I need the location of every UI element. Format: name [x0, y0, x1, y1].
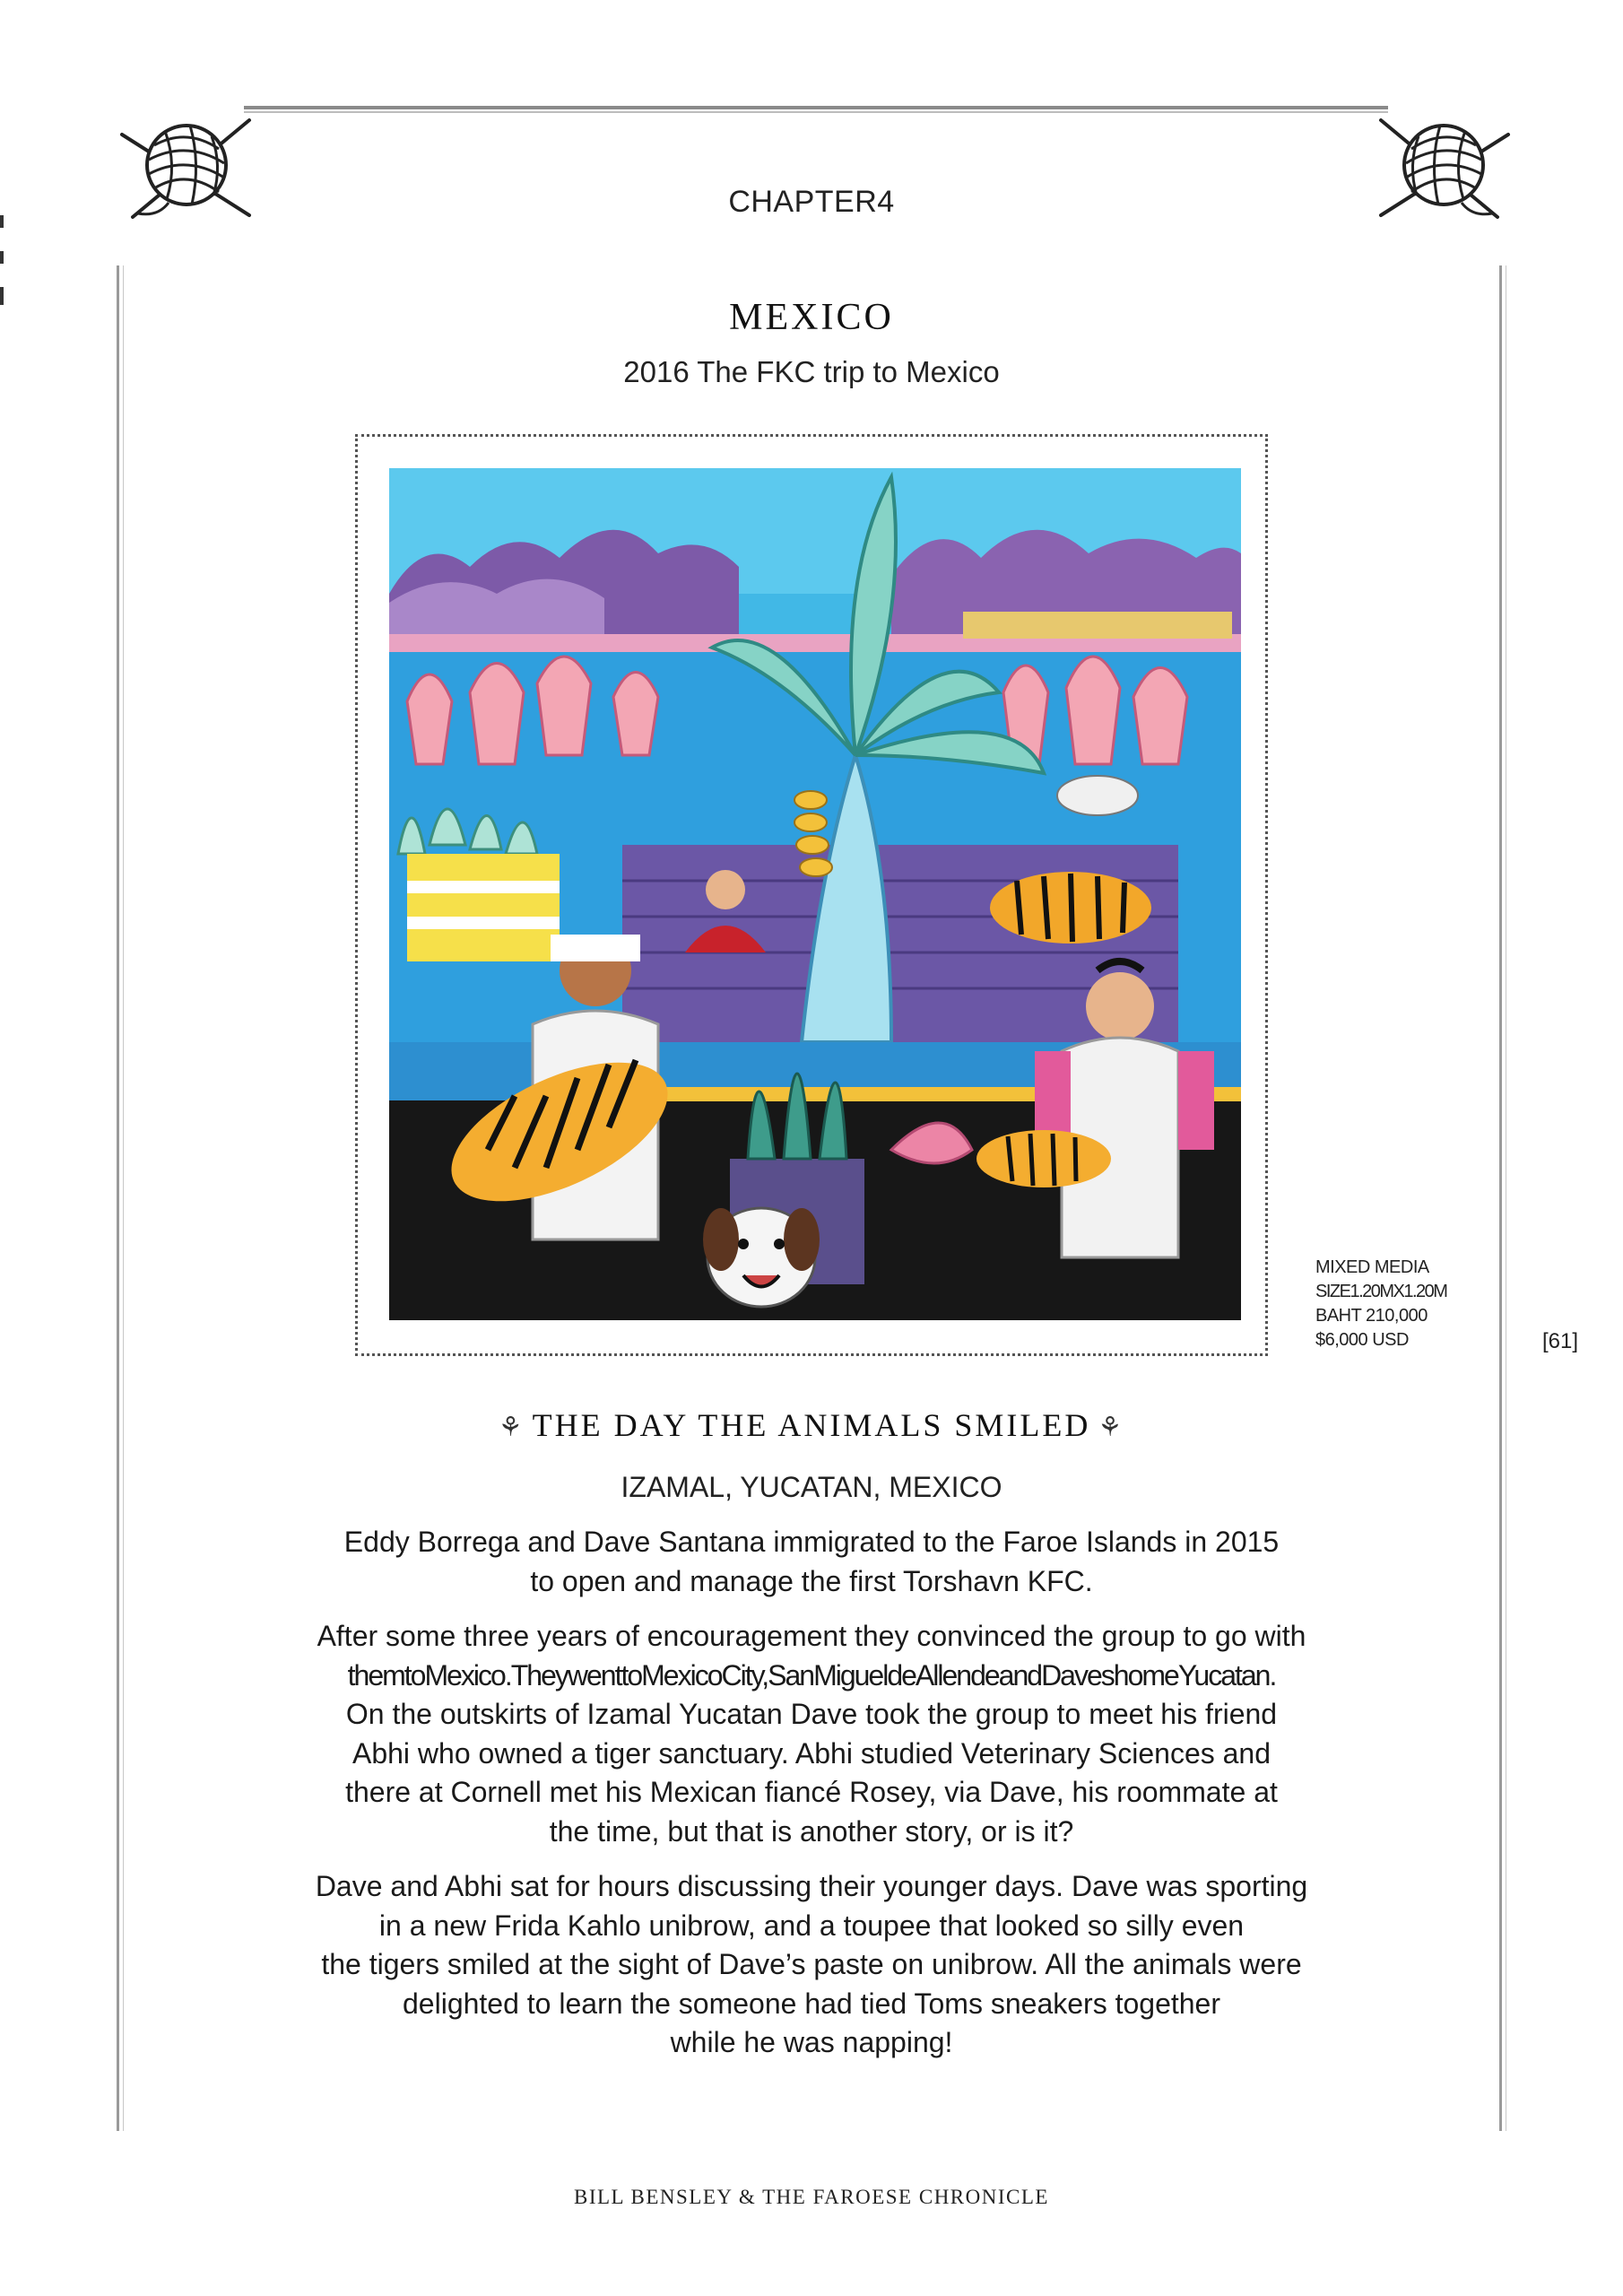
- fleur-ornament-icon: ⚘: [1098, 1413, 1125, 1442]
- story-title-text: THE DAY THE ANIMALS SMILED: [532, 1407, 1091, 1443]
- fleur-ornament-icon: ⚘: [498, 1413, 525, 1442]
- story-paragraph: [251, 1523, 1372, 1601]
- story-paragraph: [251, 1617, 1372, 1851]
- text-line: On the outskirts of Izamal Yucatan Dave took the group to meet his friend: [345, 1698, 1278, 1730]
- page-number: [61]: [1542, 1329, 1579, 1353]
- header-rule: [244, 106, 1388, 113]
- section-subtitle: 2016 The FKC trip to Mexico: [623, 355, 1000, 388]
- story-paragraph: [251, 1867, 1372, 2063]
- text-line: the tigers smiled at the sight of Dave’s paste on unibrow. All the animals were: [321, 1948, 1302, 1980]
- text-line: to open and manage the first Torshavn KFC.: [530, 1564, 1093, 1597]
- text-line: Abhi who owned a tiger sanctuary. Abhi studied Veterinary Sciences and: [352, 1736, 1271, 1770]
- artwork-painting: [389, 468, 1241, 1320]
- section-title: MEXICO: [729, 297, 894, 338]
- text-line: delighted to learn the someone had tied Toms sneakers together: [403, 1987, 1220, 2020]
- text-line: the time, but that is another story, or is it?: [549, 1814, 1074, 1848]
- caption-medium: MIXED MEDIA: [1315, 1257, 1429, 1277]
- text-line: After some three years of encouragement they convinced the group to go with: [317, 1620, 1306, 1652]
- text-line: themtoMexico.TheywenttoMexicoCity,SanMigueldeAllendeandDaveshomeYucatan.: [347, 1658, 1276, 1692]
- chapter-label: CHAPTER4: [728, 185, 895, 219]
- text-line: while he was napping!: [670, 2026, 953, 2058]
- caption-price-usd: $6,000 USD: [1315, 1330, 1409, 1350]
- text-line: in a new Frida Kahlo unibrow, and a toupee that looked so silly even: [378, 1909, 1245, 1942]
- caption-price-baht: BAHT 210,000: [1315, 1306, 1428, 1326]
- text-line: Dave and Abhi sat for hours discussing their younger days. Dave was sporting: [315, 1870, 1308, 1902]
- right-margin-rule: [1499, 265, 1506, 2131]
- story-location: IZAMAL, YUCATAN, MEXICO: [621, 1471, 1002, 1503]
- page-footer: BILL BENSLEY & THE FAROESE CHRONICLE: [574, 2186, 1049, 2208]
- text-line: there at Cornell met his Mexican fiancé Rosey, via Dave, his roommate at: [345, 1776, 1278, 1808]
- story-title: [0, 1406, 1623, 1444]
- artwork-caption: [1315, 1256, 1513, 1352]
- text-line: Eddy Borrega and Dave Santana immigrated to the Faroe Islands in 2015: [343, 1526, 1280, 1558]
- story-body: [251, 1523, 1372, 2079]
- left-margin-rule: [117, 265, 124, 2131]
- caption-size: SIZE1.20MX1.20M: [1315, 1282, 1447, 1301]
